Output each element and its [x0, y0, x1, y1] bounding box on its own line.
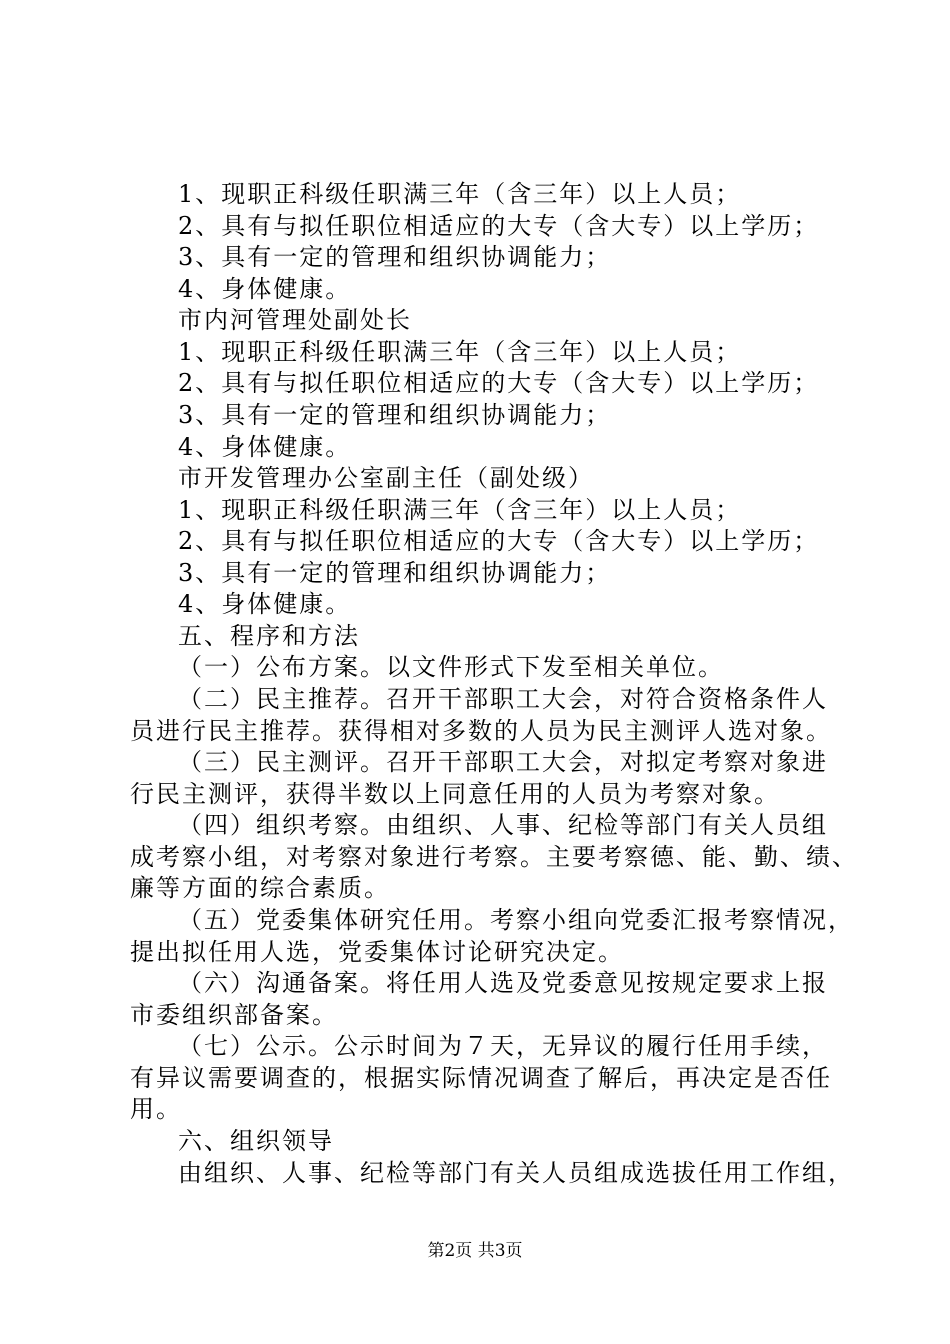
- text-line: 2、具有与拟任职位相适应的大专（含大专）以上学历；: [178, 212, 820, 240]
- text-line: 1、现职正科级任职满三年（含三年）以上人员；: [178, 338, 742, 366]
- section-heading: 市开发管理办公室副主任（副处级）: [178, 464, 594, 492]
- section-heading: 六、组织领导: [178, 1127, 334, 1155]
- text-line: （五）党委集体研究任用。考察小组向党委汇报考察情况，: [178, 906, 854, 934]
- text-line: 4、身体健康。: [178, 590, 352, 618]
- text-line: （六）沟通备案。将任用人选及党委意见按规定要求上报: [178, 969, 828, 997]
- text-line: 3、具有一定的管理和组织协调能力；: [178, 243, 612, 271]
- text-line: 4、身体健康。: [178, 275, 352, 303]
- text-line: （七）公示。公示时间为７天，无异议的履行任用手续，: [178, 1032, 828, 1060]
- text-line: （二）民主推荐。召开干部职工大会，对符合资格条件人: [178, 685, 828, 713]
- text-line: 2、具有与拟任职位相适应的大专（含大专）以上学历；: [178, 369, 820, 397]
- text-line: 廉等方面的综合素质。: [130, 874, 390, 902]
- text-line: 1、现职正科级任职满三年（含三年）以上人员；: [178, 496, 742, 524]
- text-line: 2、具有与拟任职位相适应的大专（含大专）以上学历；: [178, 527, 820, 555]
- text-line: 有异议需要调查的，根据实际情况调查了解后，再决定是否任: [130, 1064, 832, 1092]
- text-line: 1、现职正科级任职满三年（含三年）以上人员；: [178, 180, 742, 208]
- text-line: 用。: [130, 1095, 182, 1123]
- text-line: 行民主测评，获得半数以上同意任用的人员为考察对象。: [130, 780, 780, 808]
- text-line: 提出拟任用人选，党委集体讨论研究决定。: [130, 938, 624, 966]
- text-line: 由组织、人事、纪检等部门有关人员组成选拔任用工作组，: [178, 1159, 854, 1187]
- text-line: 3、具有一定的管理和组织协调能力；: [178, 401, 612, 429]
- text-line: 4、身体健康。: [178, 433, 352, 461]
- section-heading: 五、程序和方法: [178, 622, 360, 650]
- text-line: 市委组织部备案。: [130, 1001, 338, 1029]
- text-line: 3、具有一定的管理和组织协调能力；: [178, 559, 612, 587]
- text-line: （一）公布方案。以文件形式下发至相关单位。: [178, 653, 724, 681]
- page-number-footer: 第2页 共3页: [427, 1241, 523, 1261]
- section-heading: 市内河管理处副处长: [178, 306, 412, 334]
- text-line: 成考察小组，对考察对象进行考察。主要考察德、能、勤、绩、: [130, 843, 858, 871]
- text-line: 员进行民主推荐。获得相对多数的人员为民主测评人选对象。: [130, 717, 832, 745]
- text-line: （三）民主测评。召开干部职工大会，对拟定考察对象进: [178, 748, 828, 776]
- text-line: （四）组织考察。由组织、人事、纪检等部门有关人员组: [178, 811, 828, 839]
